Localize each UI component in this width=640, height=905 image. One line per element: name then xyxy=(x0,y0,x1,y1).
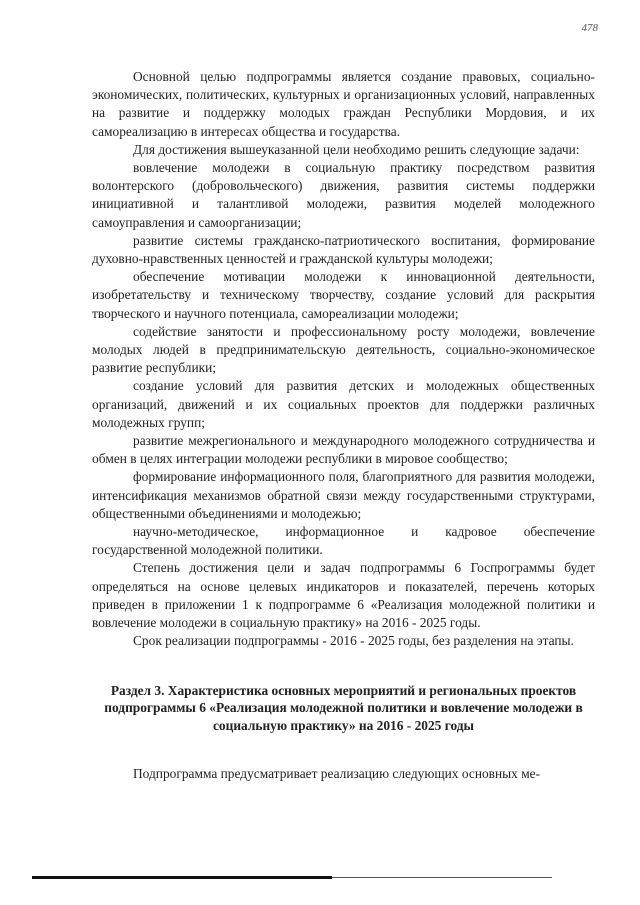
document-body xyxy=(92,68,595,783)
page-number: 478 xyxy=(581,22,598,34)
scan-edge-line xyxy=(32,876,332,879)
task-item: содействие занятости и профессиональному росту молодежи, вовлечение молодых людей в предпринимательскую деятельность, социально-экономическое развитие республики; xyxy=(92,323,595,376)
paragraph: Срок реализации подпрограммы - 2016 - 2025 годы, без разделения на этапы. xyxy=(133,633,574,649)
paragraph: Степень достижения цели и задач подпрограммы 6 Госпрограммы будет определяться на основе целевых индикаторов и показателей, перечень которых приведен в приложении 1 к подпрограмме 6 «Реализация молодежной политики и вовлечение молодежи в социальную практику» на 2016 - 2025 годы. xyxy=(92,560,595,631)
paragraph: Основной целью подпрограммы является создание правовых, социально-экономических, политических, культурных и организационных условий, направленных на развитие и поддержку молодых граждан Республики Мордовия, и их самореализацию в интересах общества и государства. xyxy=(92,69,595,139)
task-item: вовлечение молодежи в социальную практику посредством развития волонтерского (добровольческого) движения, развития системы поддержки инициативной и талантливой молодежи, развития моделей молодежного самоуправления и самоорганизации; xyxy=(92,160,595,230)
task-item: обеспечение мотивации молодежи к инновационной деятельности, изобретательству и техническому творчеству, создание условий для раскрытия творческого и научного потенциала, самореализации молодежи; xyxy=(92,269,595,321)
task-item: развитие системы гражданско-патриотического воспитания, формирование духовно-нравственных ценностей и гражданской культуры молодежи; xyxy=(92,232,595,267)
scan-edge-line-faint xyxy=(332,877,552,878)
section-heading: Раздел 3. Характеристика основных мероприятий и региональных проектов подпрограммы 6 «Реализация молодежной политики и вовлечение молодежи в социальную практику» на 2016 - 2025 годы xyxy=(104,682,583,733)
paragraph: Для достижения вышеуказанной цели необходимо решить следующие задачи: xyxy=(133,141,580,157)
task-item: формирование информационного поля, благоприятного для развития молодежи, интенсификация механизмов обратной связи между государственными структурами, общественными объединениями и молодежью; xyxy=(92,469,595,521)
closing-paragraph: Подпрограмма предусматривает реализацию следующих основных ме- xyxy=(133,766,541,782)
task-item: развитие межрегионального и международного молодежного сотрудничества и обмен в целях интеграции молодежи республики в мировое сообщество; xyxy=(92,433,595,467)
task-item: научно-методическое, информационное и кадровое обеспечение государственной молодежной политики. xyxy=(92,524,595,558)
task-item: создание условий для развития детских и молодежных общественных организаций, движений и их социальных проектов для поддержки различных молодежных групп; xyxy=(92,378,595,430)
